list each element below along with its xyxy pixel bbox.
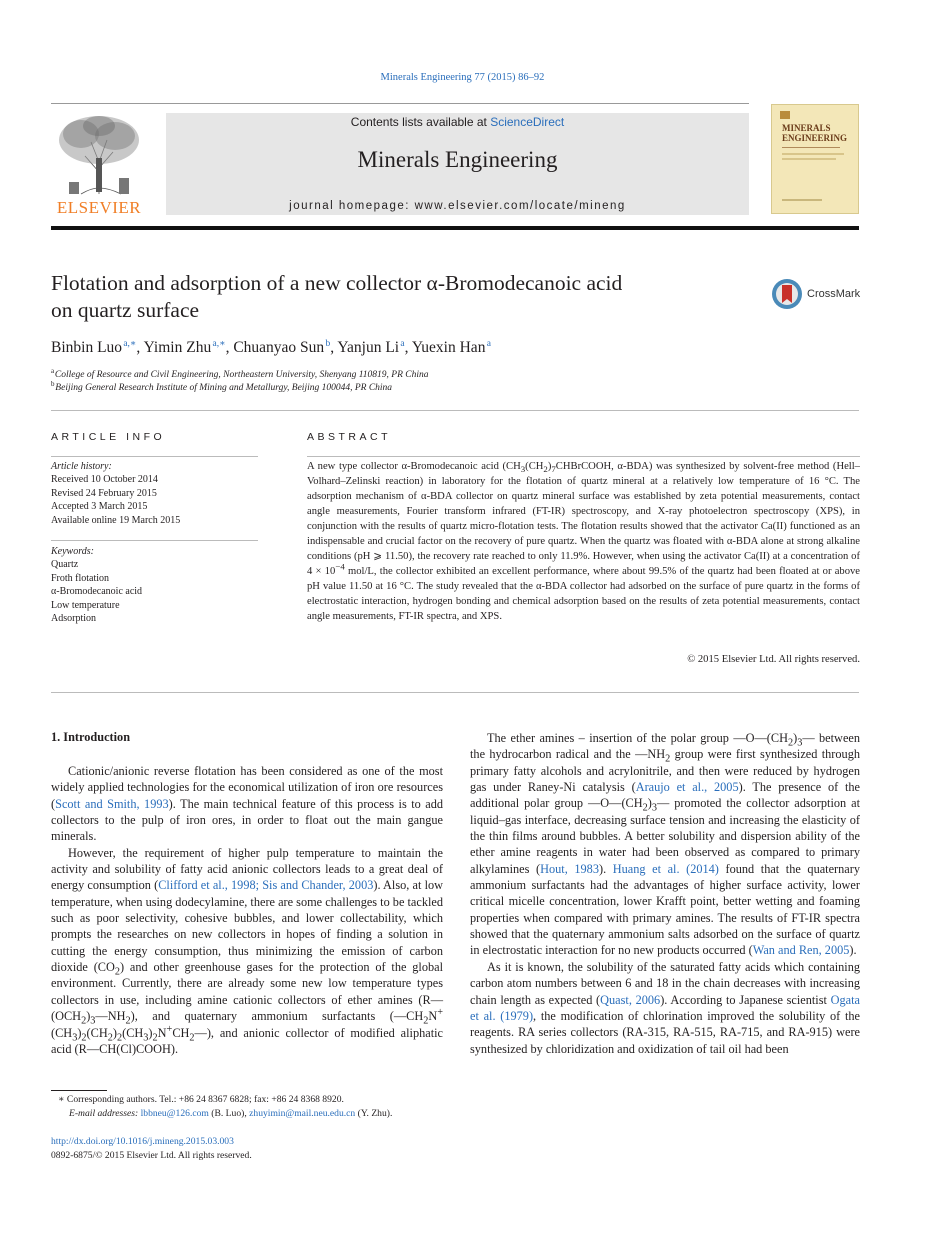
abstract-copyright: © 2015 Elsevier Ltd. All rights reserved. [687,654,860,665]
abstract-body: A new type collector α-Bromodecanoic acid ($CH_3(CH_2)_7CHBrCOOH$, α-BDA) was synthesized by solvent-free method (Hell–Volhard–Zelinski reaction) in laboratory for the flotation of quartz mineral at a relatively low temperature of 16 °C. The adsorption mechanism of α-BDA collector on quartz mineral surface was established by zeta potential measurements, contact angle measurements, Fourier transform infrared (FT-IR) spectroscopy, and X-ray photoelectron spectroscopy (XPS), in conjunction with the results of quartz micro-flotation tests. The flotation results showed that the activator Ca(II) functioned as an indispensable and crucial factor on the recovery of pure quartz. When the quartz was floated with α-BDA alone at strong alkaline conditions (pH ⩾ 11.50), the recovery rate reached to only 11.9%. However, when using the activator Ca(II) at a concentration of $4 \times 10^{-4}$ mol/L, the collector exhibited an excellent performance, where about 99.5% of the quartz had been floated at or above pH value 11.50 at 16 °C. The study revealed that the α-BDA collector had adsorbed on the surface of pure quartz in the forms of electrostatic interaction, hydrogen bonding and chemical adsorption based on the results of zeta potential measurements, contact angle measurements, FT-IR spectra, and XPS. [307,461,861,622]
email-owner: (B. Luo), [211,1108,247,1119]
author-affil-mark[interactable]: b [325,338,331,349]
affiliation-mark: b [51,379,55,388]
cover-text-line [782,158,836,160]
section-heading: 1. Introduction [51,730,131,744]
author-list: Binbin Luo $^{a,∗}$, Yimin Zhu $^{a,∗}$, Chuanyao Sun $^b$, Yanjun Li $^a$, Yuexin Han $^a$ [51,338,491,356]
paragraph: Cationic/anionic reverse flotation has been considered as one of the most widely applied technologies for the economical utilization of iron ore resources (Scott and Smith, 1993). The main technical feature of this process is to add collectors to the pulp of iron ores, in order to float out the main gangue minerals. [51,764,444,844]
author-name[interactable]: Yanjun Li [337,339,400,356]
journal-title: Minerals Engineering [357,147,558,172]
history-item: Accepted 3 March 2015 [51,501,148,513]
email-line [51,1107,443,1121]
email-owner: (Y. Zhu). [357,1108,393,1119]
keyword: Low temperature [51,599,120,611]
author-name[interactable]: Binbin Luo [51,339,123,356]
cover-text-line [782,153,844,155]
keywords [51,545,258,625]
affiliation-a [51,366,429,380]
doi-block [51,1135,443,1163]
paragraph: As it is known, the solubility of the saturated fatty acids which containing carbon atom numbers between 6 and 18 in the chain decreases with increasing chain length as expected (Quast, 2006). According to Japanese scientist Ogata et al. (1979), the modification of chlorination improved the solubility of the reagents. RA series collectors (RA-315, RA-515, RA-715, and RA-915) were synthesized by chloridization and oxidization of tail oil had been [470,959,860,1056]
cover-title: MINERALS ENGINEERING [782,123,848,143]
cover-divider [782,147,840,148]
abstract-heading: ABSTRACT [307,431,392,443]
author-name[interactable]: Yimin Zhu [143,339,212,356]
paragraph: The ether amines – insertion of the polar group $—O—(CH_2)_3—$ between the hydrocarbon radical and the $—NH_2$ group were first synthesized through primary fatty alcohols and acrylonitrile, and then were reduced by hydrogen gas under Raney-Ni catalysis (Araujo et al., 2005). The presence of the additional polar group $—O—(CH_2)_3—$ promoted the collector adsorption at liquid–gas interface, decreasing surface tension and increasing the elasticity of the thin films around bubbles. A better solubility and dispersion ability of the ether amine reagents in water had been observed as compared to primary alkylamines (Hout, 1983). Huang et al. (2014) found that the quaternary ammonium surfactants had the advantages of higher surface activity, lower critical micelle concentration, lower Krafft point, better wetting and foaming properties when compared with primary amines. The results of FT-IR spectra showed that the quaternary ammonium salts adsorbed on the surface of quartz in electrostatic interaction for no new products occurred (Wan and Ren, 2005). [470,731,861,958]
email-link[interactable]: lbbneu@126.com [140,1108,209,1119]
elsevier-logo [51,112,147,216]
citation-link[interactable]: Hout, 1983 [540,861,599,876]
history-item: Revised 24 February 2015 [51,487,157,499]
contents-prefix: Contents lists available at [350,115,491,129]
article-title-line-1: Flotation and adsorption of a new collector α-Bromodecanoic acid [51,271,623,295]
top-rule [51,103,749,104]
cover-text-line [782,199,822,201]
author-name[interactable]: Yuexin Han [411,339,486,356]
keyword: Froth flotation [51,572,110,584]
citation-link[interactable]: Scott and Smith, 1993 [55,796,169,811]
crossmark-badge[interactable] [771,278,861,312]
contents-line [166,115,749,129]
citation-link[interactable]: Wan and Ren, 2005 [752,943,850,958]
doi-link[interactable]: http://dx.doi.org/10.1016/j.mineng.2015.03.003 [51,1136,234,1147]
citation-link[interactable]: Huang et al. (2014) [612,861,719,876]
right-column-body [470,730,860,1057]
divider [51,692,859,693]
article-history [51,460,258,527]
author-affil-mark[interactable]: a,∗ [212,338,226,349]
corresponding-note: ∗ Corresponding authors. Tel.: +86 24 8367 6828; fax: +86 24 8368 8920. [58,1094,344,1105]
crossmark-icon [771,278,803,310]
divider [307,456,860,457]
divider [51,410,859,411]
journal-masthead [166,113,749,215]
history-item: Available online 19 March 2015 [51,514,181,526]
elsevier-wordmark: ELSEVIER [56,198,142,217]
history-item: Received 10 October 2014 [51,474,158,486]
citation-link[interactable]: Araujo et al., 2005 [635,780,739,795]
keyword: Adsorption [51,613,96,625]
affiliation-text: College of Resource and Civil Engineering, Northeastern University, Shenyang 110819, PR China [54,370,429,380]
keyword: α-Bromodecanoic acid [51,586,143,598]
sciencedirect-link[interactable]: ScienceDirect [490,115,565,129]
email-link[interactable]: zhuyimin@mail.neu.edu.cn [249,1108,356,1119]
article-title [51,270,751,324]
journal-homepage[interactable]: journal homepage: www.elsevier.com/locate/mineng [289,200,626,212]
divider [51,540,258,541]
issn-line: 0892-6875/© 2015 Elsevier Ltd. All rights reserved. [51,1150,252,1161]
affiliation-mark: a [51,366,55,375]
article-title-line-2: on quartz surface [51,298,200,322]
citation-link[interactable]: Clifford et al., 1998; Sis and Chander, 2003 [158,878,374,893]
cover-emblem-icon [780,111,790,119]
footnote-rule [51,1090,107,1091]
history-label: Article history: [51,461,112,472]
affiliation-b [51,379,393,393]
left-column-body [51,763,443,1057]
email-label: E-mail addresses: [69,1108,139,1119]
keyword: Quartz [51,559,79,571]
header-rule [51,226,859,230]
journal-cover-thumbnail[interactable] [771,104,859,214]
affiliation-text: Beijing General Research Institute of Mining and Metallurgy, Beijing 100044, PR China [55,383,393,393]
divider [51,456,258,457]
author-affil-mark[interactable]: a,∗ [123,338,137,349]
elsevier-tree-icon [51,112,147,196]
author-affil-mark[interactable]: a [400,338,405,349]
journal-reference[interactable]: Minerals Engineering 77 (2015) 86–92 [380,72,545,83]
article-info-heading: ARTICLE INFO [51,431,166,443]
citation-link[interactable]: Ogata et al. (1979) [470,992,860,1023]
author-name[interactable]: Chuanyao Sun [233,339,325,356]
keywords-label: Keywords: [51,546,94,557]
paragraph: However, the requirement of higher pulp temperature to maintain the activity and solubility of fatty acid anionic collectors leads to a great deal of energy consumption (Clifford et al., 1998; Sis and Chander, 2003). Also, at low temperature, when using dodecylamine, there are some challenges to be tackled such as poor selectivity, cohesive bubbles, and lower collectability, which prompts the researches on new collectors in hopes of finding a solution in cutting the energy consumption, thus minimizing the emission of carbon dioxide $(CO_2)$ and other greenhouse gases for the protection of the global environment. Currently, there are already some new low temperature types collectors in use, including amine cationic collectors of ether amines $(R—(OCH_2)_3—NH_2)$, and quaternary ammonium surfactants $(—CH_2N^+(CH_3)_2(CH_2)_2(CH_3)_2N^+CH_2—)$, and anionic collector of modified aliphatic acid (R—CH(Cl)COOH). [51,845,444,1056]
footnote-corresponding [51,1093,443,1121]
crossmark-label: CrossMark [807,288,861,300]
citation-link[interactable]: Quast, 2006 [600,992,661,1007]
author-affil-mark[interactable]: a [486,338,491,349]
